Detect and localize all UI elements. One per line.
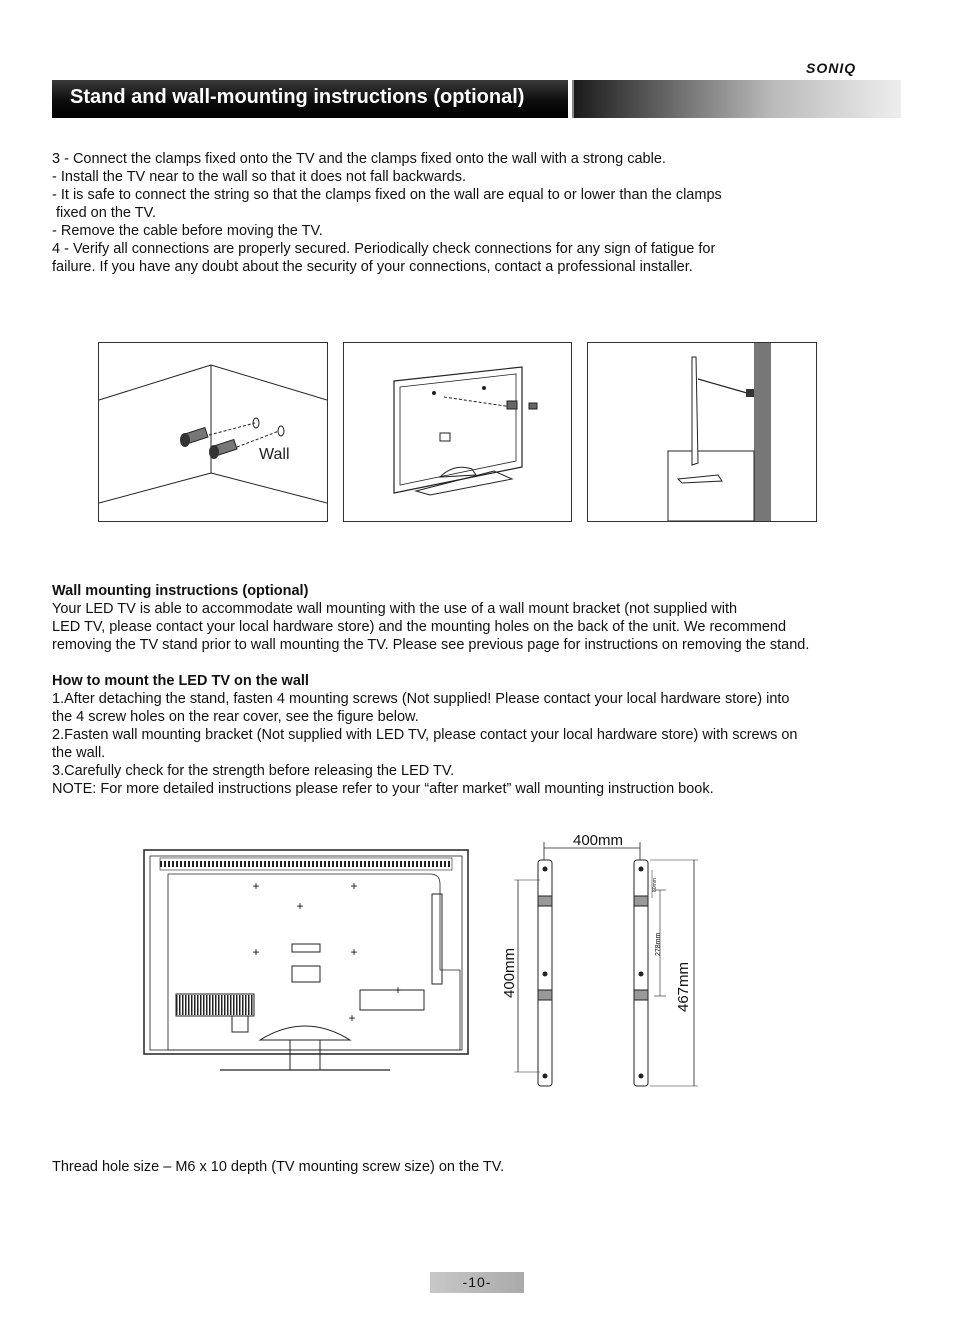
- clamp-icon: [180, 428, 208, 447]
- intro-line: - Install the TV near to the wall so that it does not fall backwards.: [52, 169, 467, 185]
- vent-slots: [160, 858, 452, 870]
- svg-text:+: +: [350, 879, 358, 893]
- intro-text: [52, 150, 912, 276]
- intro-line: - Remove the cable before moving the TV.: [52, 223, 323, 239]
- wall-section: [754, 343, 771, 521]
- wall-label: Wall: [259, 446, 290, 463]
- total-dimension-label: 467mm: [675, 961, 692, 1012]
- height-dimension-label: 400mm: [501, 947, 518, 998]
- how-to-line: 1.After detaching the stand, fasten 4 mounting screws (Not supplied! Please contact your local hardware store) into: [52, 691, 790, 707]
- wall-mount-line: Your LED TV is able to accommodate wall mounting with the use of a wall mount bracket (not supplied with: [52, 601, 738, 617]
- intro-line: fixed on the TV.: [52, 205, 156, 221]
- intro-line: 3 - Connect the clamps fixed onto the TV and the clamps fixed onto the wall with a strong cable.: [52, 151, 666, 167]
- how-to-line: the wall.: [52, 745, 106, 761]
- intro-line: - It is safe to connect the string so that the clamps fixed on the wall are equal to or lower than the clamps: [52, 187, 722, 203]
- mid-dimension-label: 278mm: [655, 932, 662, 956]
- tv-back-illustration: [344, 343, 571, 521]
- wall-clamps-illustration: [99, 343, 327, 521]
- thread-note-text: Thread hole size – M6 x 10 depth (TV mounting screw size) on the TV.: [52, 1159, 505, 1175]
- how-to-line: 2.Fasten wall mounting bracket (Not supplied with LED TV, please contact your local hardware store) with screws on: [52, 727, 798, 743]
- how-to-line: 3.Carefully check for the strength before releasing the LED TV.: [52, 763, 455, 779]
- wall-mount-line: removing the TV stand prior to wall mounting the TV. Please see previous page for instructions on removing the stand.: [52, 637, 810, 653]
- figure-tv-back-clamps: [343, 342, 572, 522]
- svg-text:+: +: [296, 899, 304, 913]
- svg-text:+: +: [252, 879, 260, 893]
- bracket-left: [538, 860, 552, 1086]
- tv-rear-cover-diagram: [140, 840, 476, 1080]
- thread-note: [52, 1158, 912, 1176]
- bracket-dimension-diagram: [490, 826, 710, 1096]
- width-dimension-label: 400mm: [572, 832, 624, 849]
- clamp-icon: [209, 440, 237, 459]
- how-to-section: [52, 672, 912, 798]
- figure-side-view: [587, 342, 817, 522]
- wall-mount-heading: Wall mounting instructions (optional): [52, 583, 309, 599]
- small-dimension-label: 80mm: [652, 878, 658, 892]
- figure-wall-clamps: [98, 342, 328, 522]
- wall-mount-section: [52, 582, 912, 654]
- svg-text:+: +: [252, 945, 260, 959]
- page-number: -10-: [430, 1272, 524, 1293]
- bracket-right: [634, 860, 648, 1086]
- side-view-illustration: [588, 343, 816, 521]
- brand-logo: SONIQ: [806, 60, 857, 76]
- how-to-line: the 4 screw holes on the rear cover, see the figure below.: [52, 709, 419, 725]
- intro-line: 4 - Verify all connections are properly secured. Periodically check connections for any sign of fatigue for: [52, 241, 716, 257]
- svg-text:+: +: [394, 983, 402, 997]
- page-title: Stand and wall-mounting instructions (optional): [70, 86, 525, 108]
- intro-line: failure. If you have any doubt about the security of your connections, contact a professional installer.: [52, 259, 693, 275]
- how-to-heading: How to mount the LED TV on the wall: [52, 673, 309, 689]
- how-to-line: NOTE: For more detailed instructions please refer to your “after market” wall mounting instruction book.: [52, 781, 714, 797]
- svg-text:+: +: [350, 945, 358, 959]
- wall-mount-line: LED TV, please contact your local hardware store) and the mounting holes on the back of the unit. We recommend: [52, 619, 787, 635]
- svg-text:+: +: [348, 1011, 356, 1025]
